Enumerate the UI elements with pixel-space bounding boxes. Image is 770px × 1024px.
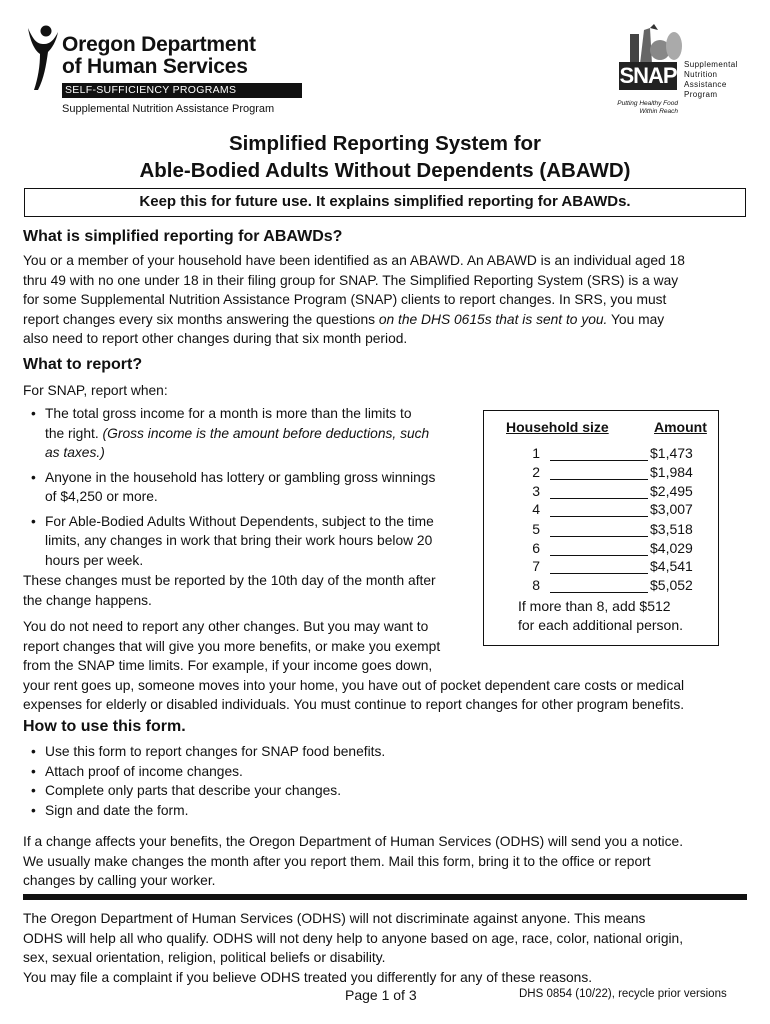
paragraph-line: You or a member of your household have been identified as an ABAWD. An ABAWD is an individual aged 18	[23, 253, 685, 268]
odhs-figure-icon	[24, 22, 60, 92]
paragraph-line: These changes must be reported by the 10th day of the month after	[23, 573, 436, 588]
text-run-italic: as taxes.)	[45, 445, 105, 460]
column-header-household-size: Household size	[506, 419, 609, 435]
leader-line	[550, 536, 648, 537]
paragraph-line: The Oregon Department of Human Services (ODHS) will not discriminate against anyone. This means	[23, 911, 646, 926]
division-bar: SELF-SUFFICIENCY PROGRAMS	[62, 83, 302, 98]
snap-logo	[614, 22, 754, 120]
nondiscrimination-paragraph	[23, 909, 753, 987]
agency-line-1: Oregon Department	[62, 33, 256, 56]
page-header	[22, 20, 752, 120]
bullet-line: • The total gross income for a month is more than the limits to	[45, 406, 412, 421]
list-item: • Sign and date the form.	[30, 801, 730, 821]
table-row	[484, 540, 720, 559]
bullet-line: • Anyone in the household has lottery or gambling gross winnings	[45, 469, 436, 485]
household-size: 3	[532, 483, 540, 499]
table-row	[484, 445, 720, 464]
paragraph-line: for some Supplemental Nutrition Assistance Program (SNAP) clients to report changes. In SRS, you must	[23, 292, 667, 307]
section-heading-what-to-report: What to report?	[23, 356, 143, 373]
table-row	[484, 464, 720, 483]
report-intro: For SNAP, report when:	[23, 383, 168, 398]
paragraph-line	[23, 310, 753, 330]
snap-side-line: Nutrition	[684, 70, 718, 79]
leader-line	[550, 573, 648, 574]
household-size: 5	[532, 521, 540, 537]
table-row	[484, 577, 720, 596]
leader-line	[550, 479, 648, 480]
document-title	[0, 130, 770, 184]
agency-line-2: of Human Services	[62, 55, 248, 78]
text-run: You may	[607, 311, 665, 327]
paragraph-line: thru 49 with no one under 18 in their filing group for SNAP. The Simplified Reporting System (SRS) is a way	[23, 272, 679, 288]
leader-line	[550, 592, 648, 593]
income-amount: $3,518	[650, 521, 693, 537]
text-run-italic: (Gross income is the amount before deductions, such	[102, 425, 430, 441]
form-identifier: DHS 0854 (10/22), recycle prior versions	[519, 988, 727, 1000]
income-amount: $4,029	[650, 540, 693, 556]
form-reference: on the DHS 0615s that is sent to you.	[378, 311, 608, 327]
paragraph-line: the change happens.	[23, 592, 152, 608]
table-row	[484, 558, 720, 577]
section1-paragraph	[23, 251, 753, 349]
bullet-line: of $4,250 or more.	[45, 489, 158, 504]
program-name: Supplemental Nutrition Assistance Program	[62, 103, 275, 115]
leader-line	[550, 460, 648, 461]
agency-name	[62, 34, 256, 78]
column-header-amount: Amount	[654, 419, 707, 435]
paragraph-line: sex, sexual orientation, religion, political beliefs or disability.	[23, 950, 386, 965]
list-item	[30, 512, 490, 571]
paragraph-line: report changes that will give you more benefits, or make you exempt	[23, 638, 441, 654]
paragraph-line: If a change affects your benefits, the Oregon Department of Human Services (ODHS) will send you a notice.	[23, 834, 684, 849]
notice-paragraph	[23, 832, 753, 891]
bullet-line: • For Able-Bodied Adults Without Dependents, subject to the time	[45, 513, 434, 529]
paragraph-line: ODHS will help all who qualify. ODHS will not deny help to anyone based on age, race, color, national origin,	[23, 930, 684, 946]
snap-side-line: Supplemental	[684, 60, 738, 69]
note-line: for each additional person.	[518, 617, 683, 633]
table-row	[484, 501, 720, 520]
snap-side-text	[684, 60, 738, 100]
report-conditions-list	[30, 404, 490, 570]
income-amount: $2,495	[650, 483, 693, 499]
income-limits-table	[483, 410, 719, 646]
section-divider	[23, 894, 747, 900]
household-size: 2	[532, 464, 540, 480]
snap-tagline-line: Within Reach	[639, 108, 678, 115]
list-item: • Complete only parts that describe your changes.	[30, 781, 730, 801]
section-heading-simplified-reporting: What is simplified reporting for ABAWDs?	[23, 228, 343, 245]
page-number: Page 1 of 3	[345, 987, 417, 1003]
snap-wordmark: SNAP	[619, 63, 677, 88]
household-size: 4	[532, 501, 540, 517]
deadline-paragraph	[23, 571, 483, 610]
income-amount: $3,007	[650, 501, 693, 517]
snap-tagline	[614, 100, 678, 116]
income-amount: $4,541	[650, 558, 693, 574]
snap-tagline-line: Putting Healthy Food	[617, 100, 678, 107]
snap-side-line: Program	[684, 90, 718, 99]
paragraph-line: expenses for elderly or disabled individuals. You must continue to report changes for other program benefits.	[23, 697, 685, 712]
paragraph-line: We usually make changes the month after you report them. Mail this form, bring it to the office or report	[23, 853, 651, 869]
keep-notice: Keep this for future use. It explains simplified reporting for ABAWDs.	[24, 188, 746, 217]
bullet-line	[45, 424, 490, 444]
list-item: • Use this form to report changes for SNAP food benefits.	[30, 742, 730, 762]
text-run: report changes every six months answering the questions	[23, 311, 379, 327]
snap-side-line: Assistance	[684, 80, 727, 89]
bullet-line: limits, any changes in work that bring their work hours below 20	[45, 533, 433, 548]
odhs-logo	[22, 20, 312, 120]
form-instructions-list	[30, 742, 730, 820]
leader-line	[550, 555, 648, 556]
section-heading-how-to-use: How to use this form.	[23, 718, 186, 735]
paragraph-line: changes by calling your worker.	[23, 873, 216, 888]
household-size: 6	[532, 540, 540, 556]
title-line-1: Simplified Reporting System for	[228, 132, 542, 155]
note-line: If more than 8, add $512	[518, 598, 671, 614]
table-row	[484, 483, 720, 502]
additional-person-note	[518, 597, 683, 635]
paragraph-line: You may file a complaint if you believe ODHS treated you differently for any of these reasons.	[23, 969, 593, 985]
list-item	[30, 468, 490, 507]
leader-line	[550, 516, 648, 517]
leader-line	[550, 498, 648, 499]
paragraph-line: You do not need to report any other changes. But you may want to	[23, 619, 429, 634]
bullet-line: hours per week.	[45, 552, 144, 568]
paragraph-line: your rent goes up, someone moves into your home, you have out of pocket dependent care costs or medical	[23, 677, 685, 693]
list-item: • Attach proof of income changes.	[30, 762, 730, 782]
table-row	[484, 521, 720, 540]
income-amount: $1,473	[650, 445, 693, 461]
produce-icon	[620, 24, 686, 64]
income-amount: $5,052	[650, 577, 693, 593]
title-line-2: Able-Bodied Adults Without Dependents (ABAWD)	[139, 159, 631, 182]
household-size: 7	[532, 558, 540, 574]
list-item	[30, 404, 490, 463]
income-amount: $1,984	[650, 464, 693, 480]
text-run: the right.	[45, 425, 103, 441]
paragraph-line: also need to report other changes during that six month period.	[23, 331, 408, 346]
paragraph-line: from the SNAP time limits. For example, if your income goes down,	[23, 658, 433, 673]
bullet-line	[45, 443, 490, 463]
household-size: 1	[532, 445, 540, 461]
household-size: 8	[532, 577, 540, 593]
